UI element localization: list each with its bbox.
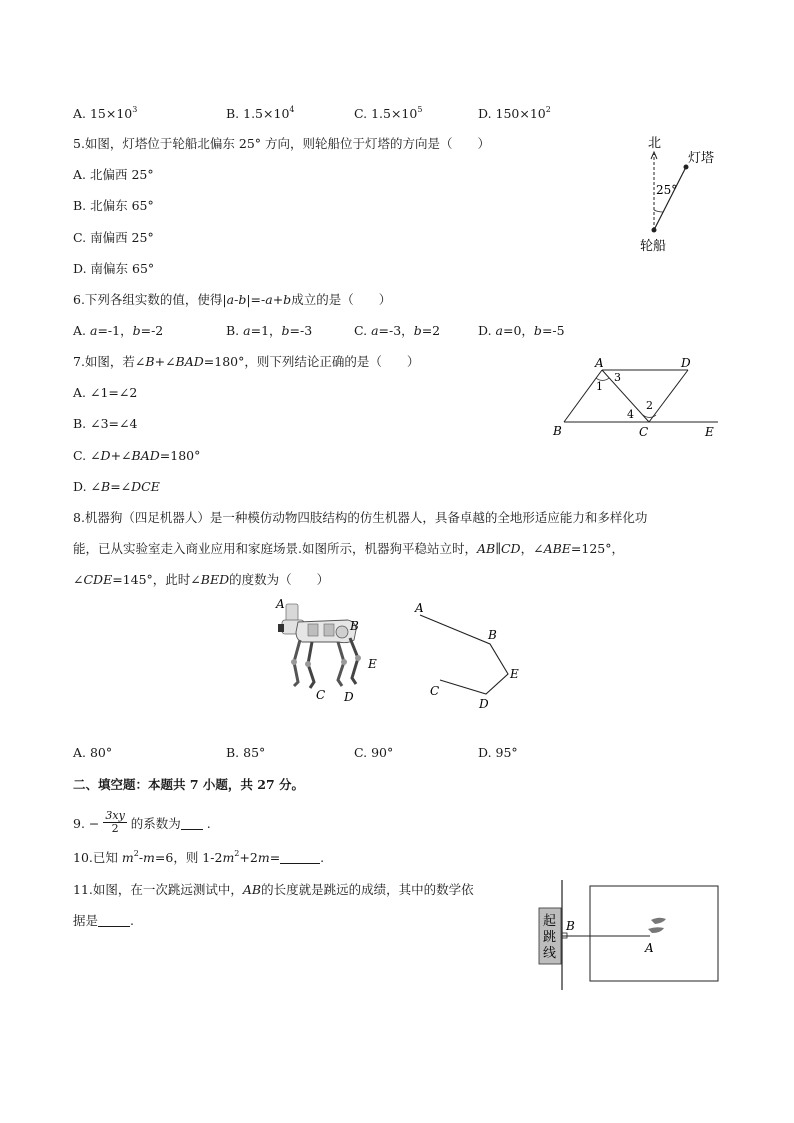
q5-option-a: A. 北偏西 25°	[73, 167, 154, 182]
robot-dog-icon	[278, 604, 361, 688]
q8-option-a: A. 80°	[73, 745, 113, 760]
q7-figure	[550, 352, 725, 442]
q7-line-ac	[602, 370, 649, 422]
q5-fig-angle: 25°	[656, 183, 678, 197]
q6-option-d: D. a=0，b=-5	[478, 323, 565, 338]
q7-option-d: D. ∠B=∠DCE	[73, 479, 160, 494]
q7-line-dc	[649, 370, 688, 422]
q9-stem: 9. − $\frac{3xy}{2}$ 的系数为 .	[73, 809, 211, 835]
q5-option-d: D. 南偏东 65°	[73, 261, 155, 276]
q11-sandpit	[590, 886, 718, 981]
q8-photo-label-d: D	[344, 690, 354, 704]
q11-sign-char-3: 线	[543, 946, 557, 961]
q7-label-2: 2	[646, 399, 653, 412]
q8-diagram	[410, 598, 530, 716]
q5-option-c: C. 南偏西 25°	[73, 230, 154, 245]
q8-stem-line3: ∠CDE=145°，此时∠BED的度数为（ ）	[73, 572, 330, 587]
q7-option-c: C. ∠D+∠BAD=180°	[73, 448, 201, 463]
q6-option-a: A. a=-1，b=-2	[73, 323, 164, 338]
q5-option-b: B. 北偏东 65°	[73, 198, 154, 213]
q7-label-d: D	[681, 356, 691, 370]
q7-option-a: A. ∠1=∠2	[73, 385, 138, 400]
q8-photo-label-e: E	[368, 657, 377, 671]
q5-figure	[630, 130, 730, 260]
q5-stem: 5.如图，灯塔位于轮船北偏东 25° 方向，则轮船位于灯塔的方向是（ ）	[73, 136, 491, 151]
q11-stem-line1: 11.如图，在一次跳远测试中，AB的长度就是跳远的成绩，其中的数学依	[73, 882, 474, 897]
q9-fraction: $\frac{3xy}{2}$	[105, 809, 125, 835]
q8-option-b: B. 85°	[226, 745, 266, 760]
q9-answer-blank[interactable]	[181, 817, 203, 830]
q11-footprint-2	[648, 927, 664, 933]
q7-label-1: 1	[596, 380, 603, 393]
q11-figure	[535, 878, 725, 994]
q11-stem-line2: 据是 .	[73, 913, 134, 928]
q11-label-b: B	[566, 919, 575, 933]
q11-sign-char-1: 起	[543, 914, 557, 929]
q8-diagram-label-a: A	[415, 601, 424, 615]
q7-option-b: B. ∠3=∠4	[73, 416, 138, 431]
q10-stem: 10.已知 $m^2-m=6$，则 $1-2m^2+2m=$ .	[73, 849, 325, 865]
q8-diagram-label-b: B	[488, 628, 497, 642]
q11-answer-blank[interactable]	[98, 914, 130, 927]
q7-stem: 7.如图，若∠B+∠BAD=180°，则下列结论正确的是（ ）	[73, 354, 420, 369]
q8-photo-label-b: B	[350, 619, 359, 633]
q5-fig-lighthouse: 灯塔	[688, 151, 715, 166]
q11-sign-char-2: 跳	[543, 930, 557, 945]
q7-label-a: A	[595, 356, 604, 370]
q5-fig-north: 北	[648, 136, 662, 151]
q11-label-a: A	[645, 941, 654, 955]
q4-option-c: C. $1.5\times 10^5$	[354, 105, 423, 121]
q4-option-a: A. $15\times 10^3$	[73, 105, 138, 121]
q5-fig-ship: 轮船	[640, 239, 667, 254]
q7-label-e: E	[705, 425, 714, 439]
q8-diagram-label-d: D	[479, 697, 489, 711]
q5-ship-point	[652, 228, 657, 233]
q8-robot-dog-photo	[268, 596, 383, 708]
q8-option-c: C. 90°	[354, 745, 394, 760]
q8-option-d: D. 95°	[478, 745, 518, 760]
q8-photo-label-c: C	[316, 688, 326, 702]
section-2-heading: 二、填空题：本题共 7 小题，共 27 分。	[73, 777, 305, 792]
q8-stem-line2: 能，已从实验室走入商业应用和家庭场景.如图所示，机器狗平稳站立时，AB∥CD，∠ABE=125°，	[73, 541, 624, 556]
q6-stem: 6.下列各组实数的值，使得|a-b|=-a+b成立的是（ ）	[73, 292, 392, 307]
q8-diagram-polyline	[420, 615, 508, 694]
q6-option-c: C. a=-3，b=2	[354, 323, 441, 338]
q5-line-to-lighthouse	[654, 167, 686, 230]
q7-label-b: B	[553, 424, 562, 438]
q8-diagram-label-e: E	[510, 667, 519, 681]
q8-photo-label-a: A	[276, 597, 285, 611]
q8-diagram-label-c: C	[430, 684, 440, 698]
q11-footprint-1	[651, 918, 666, 924]
q7-label-c: C	[639, 425, 649, 439]
q10-answer-blank[interactable]	[280, 851, 320, 864]
q4-option-d: D. $150\times 10^2$	[478, 105, 551, 121]
q7-label-4: 4	[627, 408, 634, 421]
q7-label-3: 3	[614, 371, 621, 384]
q5-angle-arc	[654, 210, 663, 212]
q4-option-b: B. $1.5\times 10^4$	[226, 105, 295, 121]
q6-option-b: B. a=1，b=-3	[226, 323, 313, 338]
q8-stem-line1: 8.机器狗（四足机器人）是一种模仿动物四肢结构的仿生机器人，具备卓越的全地形适应能力和多样化功	[73, 510, 648, 525]
